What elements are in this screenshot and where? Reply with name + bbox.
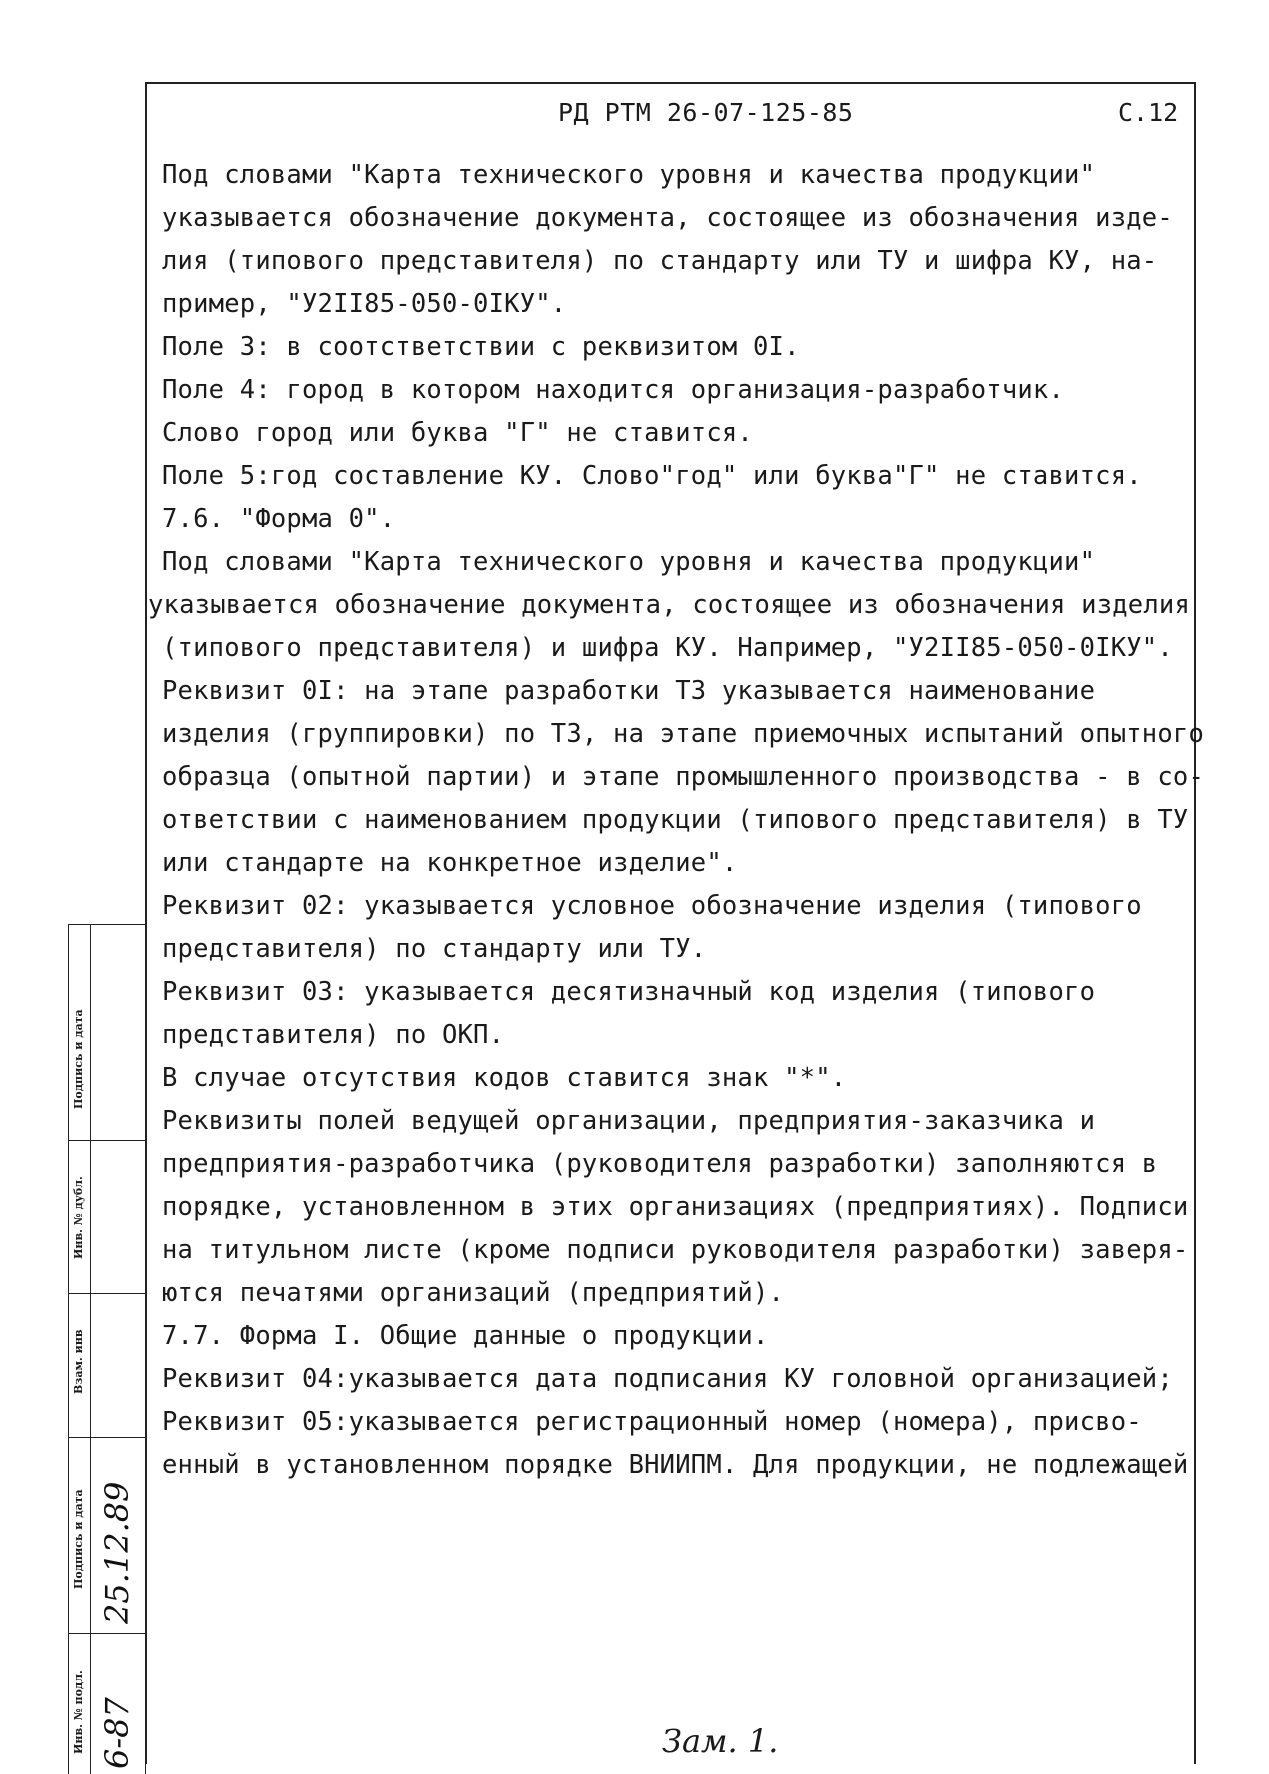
handwritten-signature-date: 25.12.89	[98, 1481, 136, 1624]
handwritten-inventory-number: 6-87	[98, 1697, 136, 1769]
stamp-divider	[68, 924, 146, 925]
stamp-border	[145, 924, 146, 1774]
text-line: Под словами "Карта технического уровня и качества продукции"	[162, 547, 1096, 577]
text-line: В случае отсутствия кодов ставится знак "*".	[162, 1063, 847, 1093]
text-line: изделия (группировки) по ТЗ, на этапе приемочных испытаний опытного	[162, 719, 1205, 749]
page-header	[0, 98, 1269, 138]
text-line: Реквизит 05:указывается регистрационный номер (номера), присво-	[162, 1407, 1142, 1437]
text-line: Реквизит 02: указывается условное обозначение изделия (типового	[162, 891, 1142, 921]
text-line: Под словами "Карта технического уровня и качества продукции"	[162, 160, 1096, 190]
stamp-border	[68, 924, 69, 1774]
text-line: предприятия-разработчика (руководителя разработки) заполняются в	[162, 1149, 1158, 1179]
text-line: пример, "У2II85-050-0IКУ".	[162, 289, 567, 319]
text-line: образца (опытной партии) и этапе промышленного производства - в со-	[162, 762, 1205, 792]
stamp-divider	[68, 1633, 146, 1634]
stamp-label-sign-date-2: Подпись и дата	[72, 1489, 85, 1589]
text-line: 7.7. Форма I. Общие данные о продукции.	[162, 1321, 769, 1351]
text-line: порядке, установленном в этих организациях (предприятиях). Подписи	[162, 1192, 1189, 1222]
stamp-divider	[68, 1437, 146, 1438]
text-line: (типового представителя) и шифра КУ. Например, "У2II85-050-0IКУ".	[162, 633, 1173, 663]
text-line: указывается обозначение документа, состоящее из обозначения изде-	[162, 203, 1173, 233]
text-line: Поле 4: город в котором находится организация-разработчик.	[162, 375, 1065, 405]
text-line: лия (типового представителя) по стандарту или ТУ и шифра КУ, на-	[162, 246, 1158, 276]
text-line: представителя) по стандарту или ТУ.	[162, 934, 707, 964]
text-line: ответствии с наименованием продукции (типового представителя) в ТУ	[162, 805, 1189, 835]
text-line: представителя) по ОКП.	[162, 1020, 505, 1050]
text-line: ются печатями организаций (предприятий).	[162, 1278, 785, 1308]
text-line: или стандарте на конкретное изделие".	[162, 848, 738, 878]
document-code: РД РТМ 26-07-125-85	[558, 98, 854, 127]
approval-stamp-strip	[68, 924, 146, 1774]
text-line: Поле 5:год составление КУ. Слово"год" или буква"Г" не ставится.	[162, 461, 1142, 491]
text-line: Поле 3: в соотстветствии с реквизитом 0I.	[162, 332, 800, 362]
stamp-divider	[68, 1140, 146, 1141]
stamp-label-dup-inv: Инв. № дубл.	[72, 1176, 85, 1259]
text-line: Реквизит 0I: на этапе разработки ТЗ указывается наименование	[162, 676, 1096, 706]
text-line: 7.6. "Форма 0".	[162, 504, 396, 534]
text-line: енный в установленном порядке ВНИИПМ. Для продукции, не подлежащей	[162, 1450, 1189, 1480]
stamp-border	[90, 924, 91, 1774]
stamp-label-replace-inv: Взам. инв	[72, 1329, 85, 1394]
stamp-label-sign-date: Подпись и дата	[72, 1009, 85, 1109]
text-line: Слово город или буква "Г" не ставится.	[162, 418, 753, 448]
stamp-divider	[68, 1293, 146, 1294]
text-line: на титульном листе (кроме подписи руководителя разработки) заверя-	[162, 1235, 1189, 1265]
text-line: Реквизиты полей ведущей организации, предприятия-заказчика и	[162, 1106, 1096, 1136]
text-line: указывается обозначение документа, состоящее из обозначения изделия	[148, 590, 1191, 620]
text-line: Реквизит 03: указывается десятизначный код изделия (типового	[162, 977, 1096, 1007]
stamp-label-orig-inv: Инв. № подл.	[72, 1670, 85, 1754]
amendment-mark: Зам. 1.	[662, 1722, 779, 1760]
text-line: Реквизит 04:указывается дата подписания КУ головной организацией;	[162, 1364, 1173, 1394]
page-number: С.12	[1118, 98, 1179, 127]
